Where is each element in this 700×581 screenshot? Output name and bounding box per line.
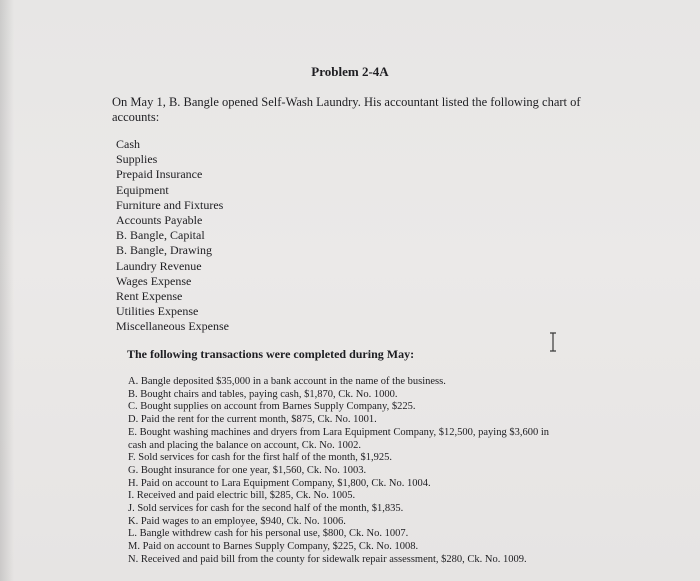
transaction-item: L. Bangle withdrew cash for his personal use, $800, Ck. No. 1007. bbox=[128, 528, 409, 540]
transaction-item: K. Paid wages to an employee, $940, Ck. No. 1006. bbox=[128, 515, 346, 527]
text-cursor-icon bbox=[548, 332, 558, 352]
transaction-item: D. Paid the rent for the current month, $875, Ck. No. 1001. bbox=[128, 414, 377, 426]
transaction-item: N. Received and paid bill from the county for sidewalk repair assessment, $280, Ck. No. 1009. bbox=[128, 553, 527, 565]
account-item: Rent Expense bbox=[116, 289, 183, 304]
transaction-item: B. Bought chairs and tables, paying cash, $1,870, Ck. No. 1000. bbox=[128, 388, 398, 400]
transaction-item: C. Bought supplies on account from Barnes Supply Company, $225. bbox=[128, 401, 416, 413]
account-item: Laundry Revenue bbox=[116, 258, 202, 273]
account-item: Supplies bbox=[116, 152, 158, 167]
account-item: Equipment bbox=[116, 182, 169, 197]
transaction-item: I. Received and paid electric bill, $285, Ck. No. 1005. bbox=[128, 490, 356, 502]
account-item: B. Bangle, Capital bbox=[116, 228, 205, 243]
transaction-item: F. Sold services for cash for the first half of the month, $1,925. bbox=[128, 452, 392, 464]
transaction-item: M. Paid on account to Barnes Supply Company, $225, Ck. No. 1008. bbox=[128, 541, 419, 553]
account-item: B. Bangle, Drawing bbox=[116, 243, 212, 258]
transaction-item: A. Bangle deposited $35,000 in a bank account in the name of the business. bbox=[128, 376, 446, 387]
transaction-item: J. Sold services for cash for the second half of the month, $1,835. bbox=[128, 503, 404, 515]
page-edge-shadow bbox=[0, 0, 14, 581]
intro-paragraph: On May 1, B. Bangle opened Self-Wash Laundry. His accountant listed the following chart of accounts: bbox=[112, 95, 581, 124]
transaction-item: G. Bought insurance for one year, $1,560, Ck. No. 1003. bbox=[128, 464, 367, 476]
transactions-list bbox=[128, 376, 688, 567]
account-item: Utilities Expense bbox=[116, 304, 199, 319]
transaction-item: E. Bought washing machines and dryers from Lara Equipment Company, $12,500, paying $3,600 in cash and placing the balance on account, Ck. No. 1002. bbox=[128, 426, 549, 451]
problem-title: Problem 2-4A bbox=[311, 64, 389, 79]
account-item: Accounts Payable bbox=[116, 213, 203, 228]
account-item: Furniture and Fixtures bbox=[116, 197, 224, 212]
transactions-heading: The following transactions were completed during May: bbox=[127, 347, 415, 361]
account-item: Prepaid Insurance bbox=[116, 167, 203, 182]
account-item: Wages Expense bbox=[116, 273, 192, 288]
account-item: Cash bbox=[116, 137, 140, 151]
chart-of-accounts bbox=[116, 137, 229, 335]
transaction-item: H. Paid on account to Lara Equipment Company, $1,800, Ck. No. 1004. bbox=[128, 477, 431, 489]
account-item: Miscellaneous Expense bbox=[116, 319, 229, 334]
